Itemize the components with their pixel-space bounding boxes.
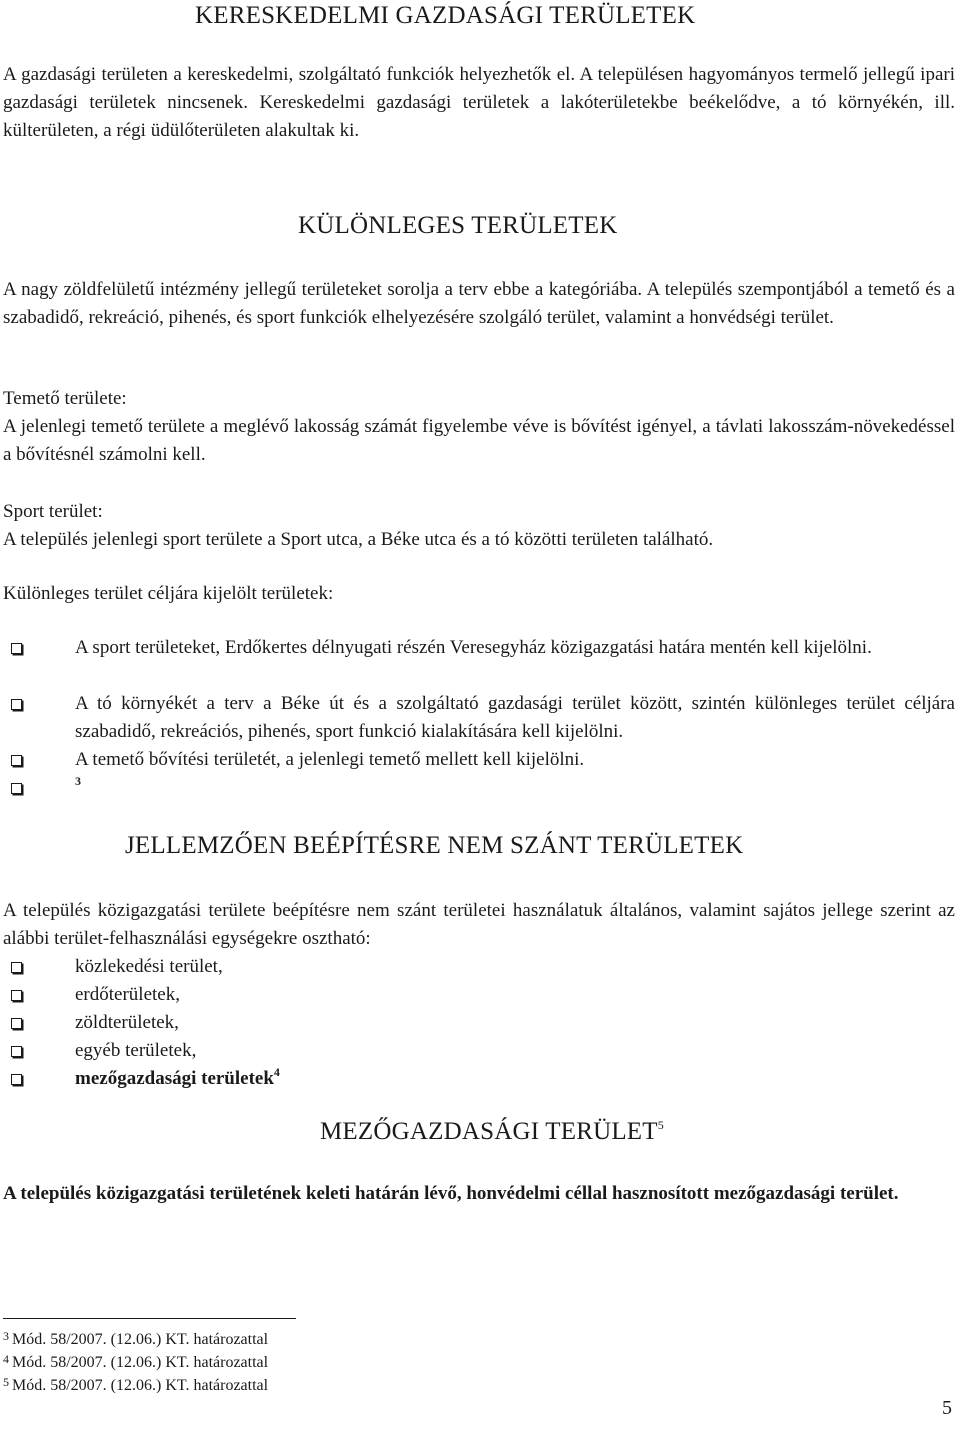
footnote-number: 4	[3, 1352, 9, 1366]
footnote-number: 3	[3, 1329, 9, 1343]
list-item-text: zöldterületek,	[75, 1012, 179, 1033]
footnote-number: 5	[3, 1375, 9, 1389]
checkbox-bullet-icon	[11, 990, 22, 1001]
list-item-text	[75, 1065, 280, 1093]
checkbox-bullet-icon	[11, 643, 22, 654]
label-temeto: Temető területe:	[3, 388, 127, 409]
list-item-text: A sport területeket, Erdőkertes délnyugati részén Veresegyház közigazgatási határa mentén kell kijelölni.	[75, 637, 872, 658]
section-title-kereskedelmi: KERESKEDELMI GAZDASÁGI TERÜLETEK	[195, 2, 696, 29]
label-sport: Sport terület:	[3, 501, 103, 522]
footnote-separator	[3, 1318, 296, 1319]
footnote-text: Mód. 58/2007. (12.06.) KT. határozattal	[12, 1331, 269, 1348]
footnote-ref: 5	[657, 1117, 664, 1132]
footnote-text: Mód. 58/2007. (12.06.) KT. határozattal	[12, 1377, 269, 1394]
section-title-kulonleges: KÜLÖNLEGES TERÜLETEK	[298, 212, 618, 239]
checkbox-bullet-icon	[11, 1074, 22, 1085]
list-item-text: egyéb területek,	[75, 1040, 197, 1061]
section-title-mezogazdasagi	[320, 1118, 664, 1146]
paragraph-nem-szant: A település közigazgatási területe beépítésre nem szánt területei használatuk általános, valamint sajátos jellege szerint az alábbi terület-felhasználási egységekre osztható:	[3, 900, 955, 949]
paragraph-kereskedelmi: A gazdasági területen a kereskedelmi, szolgáltató funkciók helyezhetők el. A településen hagyományos termelő jellegű ipari gazdasági területek nincsenek. Kereskedelmi gazdasági területek a lakóterületekbe beékelődve, a tó környékén, ill. külterületen, a régi üdülőterületen alakultak ki.	[3, 64, 955, 141]
footnote-ref: 4	[273, 1064, 280, 1079]
checkbox-bullet-icon	[11, 962, 22, 973]
paragraph-sport: A település jelenlegi sport területe a Sport utca, a Béke utca és a tó közötti területen található.	[3, 529, 714, 550]
paragraph-kulonleges: A nagy zöldfelületű intézmény jellegű területeket sorolja a terv ebbe a kategóriába. A település szempontjából a temető és a szabadidő, rekreáció, pihenés, és sport funkciók elhelyezésére szolgáló terület, valamint a honvédségi terület.	[3, 279, 955, 328]
list-item-bold-text: mezőgazdasági területek	[75, 1068, 274, 1089]
page-number: 5	[942, 1397, 952, 1419]
label-kijelolt: Különleges terület céljára kijelölt területek:	[3, 583, 334, 604]
section-title-nem-szant: JELLEMZŐEN BEÉPÍTÉSRE NEM SZÁNT TERÜLETEK	[125, 832, 744, 859]
checkbox-bullet-icon	[11, 1046, 22, 1057]
list-item-text: erdőterületek,	[75, 984, 180, 1005]
checkbox-bullet-icon	[11, 1018, 22, 1029]
list-item-text: közlekedési terület,	[75, 956, 223, 977]
footnote-text: Mód. 58/2007. (12.06.) KT. határozattal	[12, 1354, 269, 1371]
footnote	[3, 1329, 268, 1351]
list-item-text: A tó környékét a terv a Béke út és a szolgáltató gazdasági terület között, szintén különleges terület céljára szabadidő, rekreációs, pihenés, sport funkció kialakítására kell kijelölni.	[75, 693, 955, 742]
footnote	[3, 1375, 268, 1397]
footnote-ref: 3	[75, 773, 81, 788]
list-item-text	[75, 774, 81, 802]
list-item-text: A temető bővítési területét, a jelenlegi temető mellett kell kijelölni.	[75, 749, 585, 770]
checkbox-bullet-icon	[11, 699, 22, 710]
paragraph-mezogazdasagi: A település közigazgatási területének keleti határán lévő, honvédelmi céllal hasznosított mezőgazdasági terület.	[3, 1183, 899, 1204]
checkbox-bullet-icon	[11, 783, 22, 794]
checkbox-bullet-icon	[11, 755, 22, 766]
footnote	[3, 1352, 268, 1374]
section-title-text: MEZŐGAZDASÁGI TERÜLET	[320, 1118, 658, 1145]
paragraph-temeto: A jelenlegi temető területe a meglévő lakosság számát figyelembe véve is bővítést igényel, a távlati lakosszám-növekedéssel a bővítésnél számolni kell.	[3, 416, 955, 465]
